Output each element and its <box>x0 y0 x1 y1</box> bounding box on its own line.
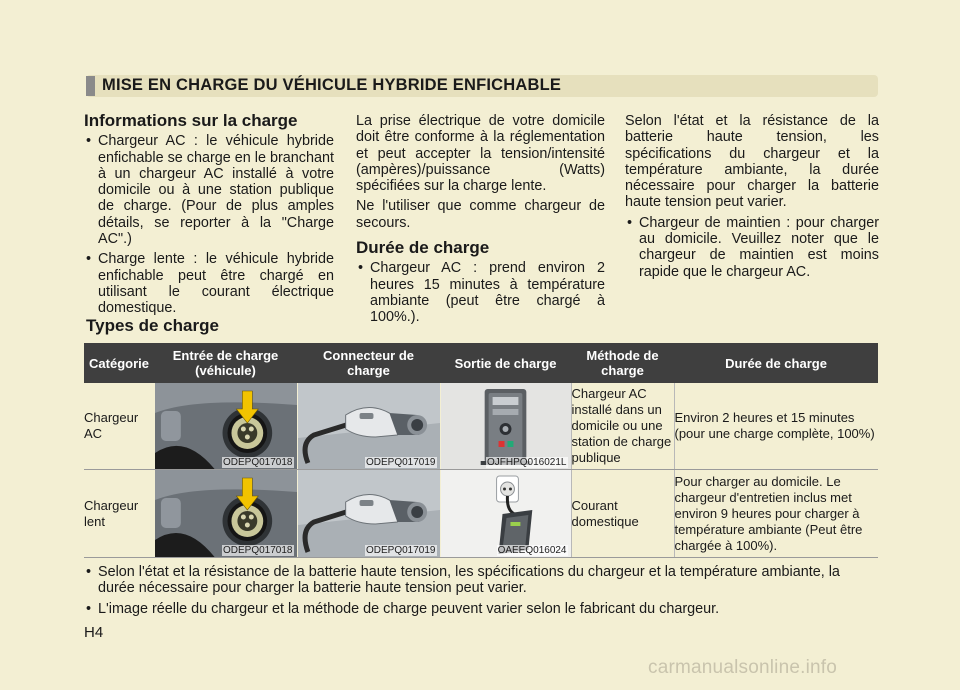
watermark-text: carmanualsonline.info <box>648 657 838 678</box>
row-duration: Environ 2 heures et 15 minutes (pour une charge complète, 100%) <box>674 383 878 470</box>
section-title: MISE EN CHARGE DU VÉHICULE HYBRIDE ENFICHABLE <box>102 76 562 94</box>
bottom-notes <box>84 564 880 622</box>
table-row <box>84 383 878 470</box>
image-code: OJFHPQ016021L <box>487 457 567 468</box>
info-bullet-slow: • Charge lente : le véhicule hybride enfichable peut être chargé en utilisant le courant électrique domestique. <box>84 251 334 316</box>
types-heading: Types de charge <box>86 316 219 335</box>
backup-paragraph: Ne l'utiliser que comme chargeur de secours. <box>356 198 605 231</box>
image-code: OAEEQ016024 <box>497 545 567 556</box>
charge-connector-image <box>297 470 440 558</box>
note-item: • L'image réelle du chargeur et la méthode de charge peuvent varier selon le fabricant du chargeur. <box>84 601 880 617</box>
row-category: Chargeur lent <box>84 470 154 558</box>
section-header-marker <box>86 76 95 96</box>
header-outlet: Sortie de charge <box>440 343 571 383</box>
image-code: ODEPQ017018 <box>223 545 293 556</box>
header-category: Catégorie <box>84 343 154 383</box>
table-header-row <box>84 343 878 383</box>
column-middle <box>356 113 605 330</box>
page-number: H4 <box>84 624 104 641</box>
charge-connector-image <box>297 383 440 470</box>
charge-inlet-image <box>154 470 297 558</box>
info-heading: Informations sur la charge <box>84 111 298 130</box>
image-code: ODEPQ017019 <box>366 457 436 468</box>
row-category: Chargeur AC <box>84 383 154 470</box>
row-duration: Pour charger au domicile. Le chargeur d'entretien inclus met environ 9 heures pour charger à température ambiante (Peut être chargée à 100%). <box>674 470 878 558</box>
charge-inlet-image <box>154 383 297 470</box>
row-method: Courant domestique <box>571 470 674 558</box>
header-connector: Connecteur de charge <box>297 343 440 383</box>
header-inlet: Entrée de charge (véhicule) <box>154 343 297 383</box>
image-code: ODEPQ017019 <box>366 545 436 556</box>
maintenance-bullet: • Chargeur de maintien : pour charger au domicile. Veuillez noter que le chargeur de maintien est moins rapide que le chargeur AC. <box>625 215 879 280</box>
duration-heading: Durée de charge <box>356 238 490 258</box>
outlet-paragraph: La prise électrique de votre domicile doit être conforme à la réglementation et peut accepter la tension/intensité (ampères)/puissance (Watts) spécifiées sur la charge lente. <box>356 113 605 195</box>
row-method: Chargeur AC installé dans un domicile ou une station de charge publique <box>571 383 674 470</box>
charge-outlet-image <box>440 383 571 470</box>
column-right <box>625 113 879 284</box>
charge-types-table <box>84 343 878 558</box>
header-duration: Durée de charge <box>674 343 878 383</box>
table-row <box>84 470 878 558</box>
image-code: ODEPQ017018 <box>223 457 293 468</box>
battery-paragraph: Selon l'état et la résistance de la batterie haute tension, les spécifications du chargeur et la température ambiante, la durée nécessaire pour charger la batterie haute tension peut varier. <box>625 113 879 211</box>
column-info <box>84 113 334 321</box>
info-bullet-ac: • Chargeur AC : le véhicule hybride enfichable se charge en le branchant à un chargeur AC installé à votre domicile ou à une station publique de charge. (Pour de plus amples détails, se reporter à la "Charge AC".) <box>84 133 334 247</box>
note-item: • Selon l'état et la résistance de la batterie haute tension, les spécifications du chargeur et la température ambiante, la durée nécessaire pour charger la batterie haute tension peut varier. <box>84 564 880 596</box>
header-method: Méthode de charge <box>571 343 674 383</box>
household-socket-image <box>440 470 571 558</box>
duration-bullet-ac: • Chargeur AC : prend environ 2 heures 15 minutes à température ambiante (peut être chargé à 100%.). <box>356 260 605 325</box>
